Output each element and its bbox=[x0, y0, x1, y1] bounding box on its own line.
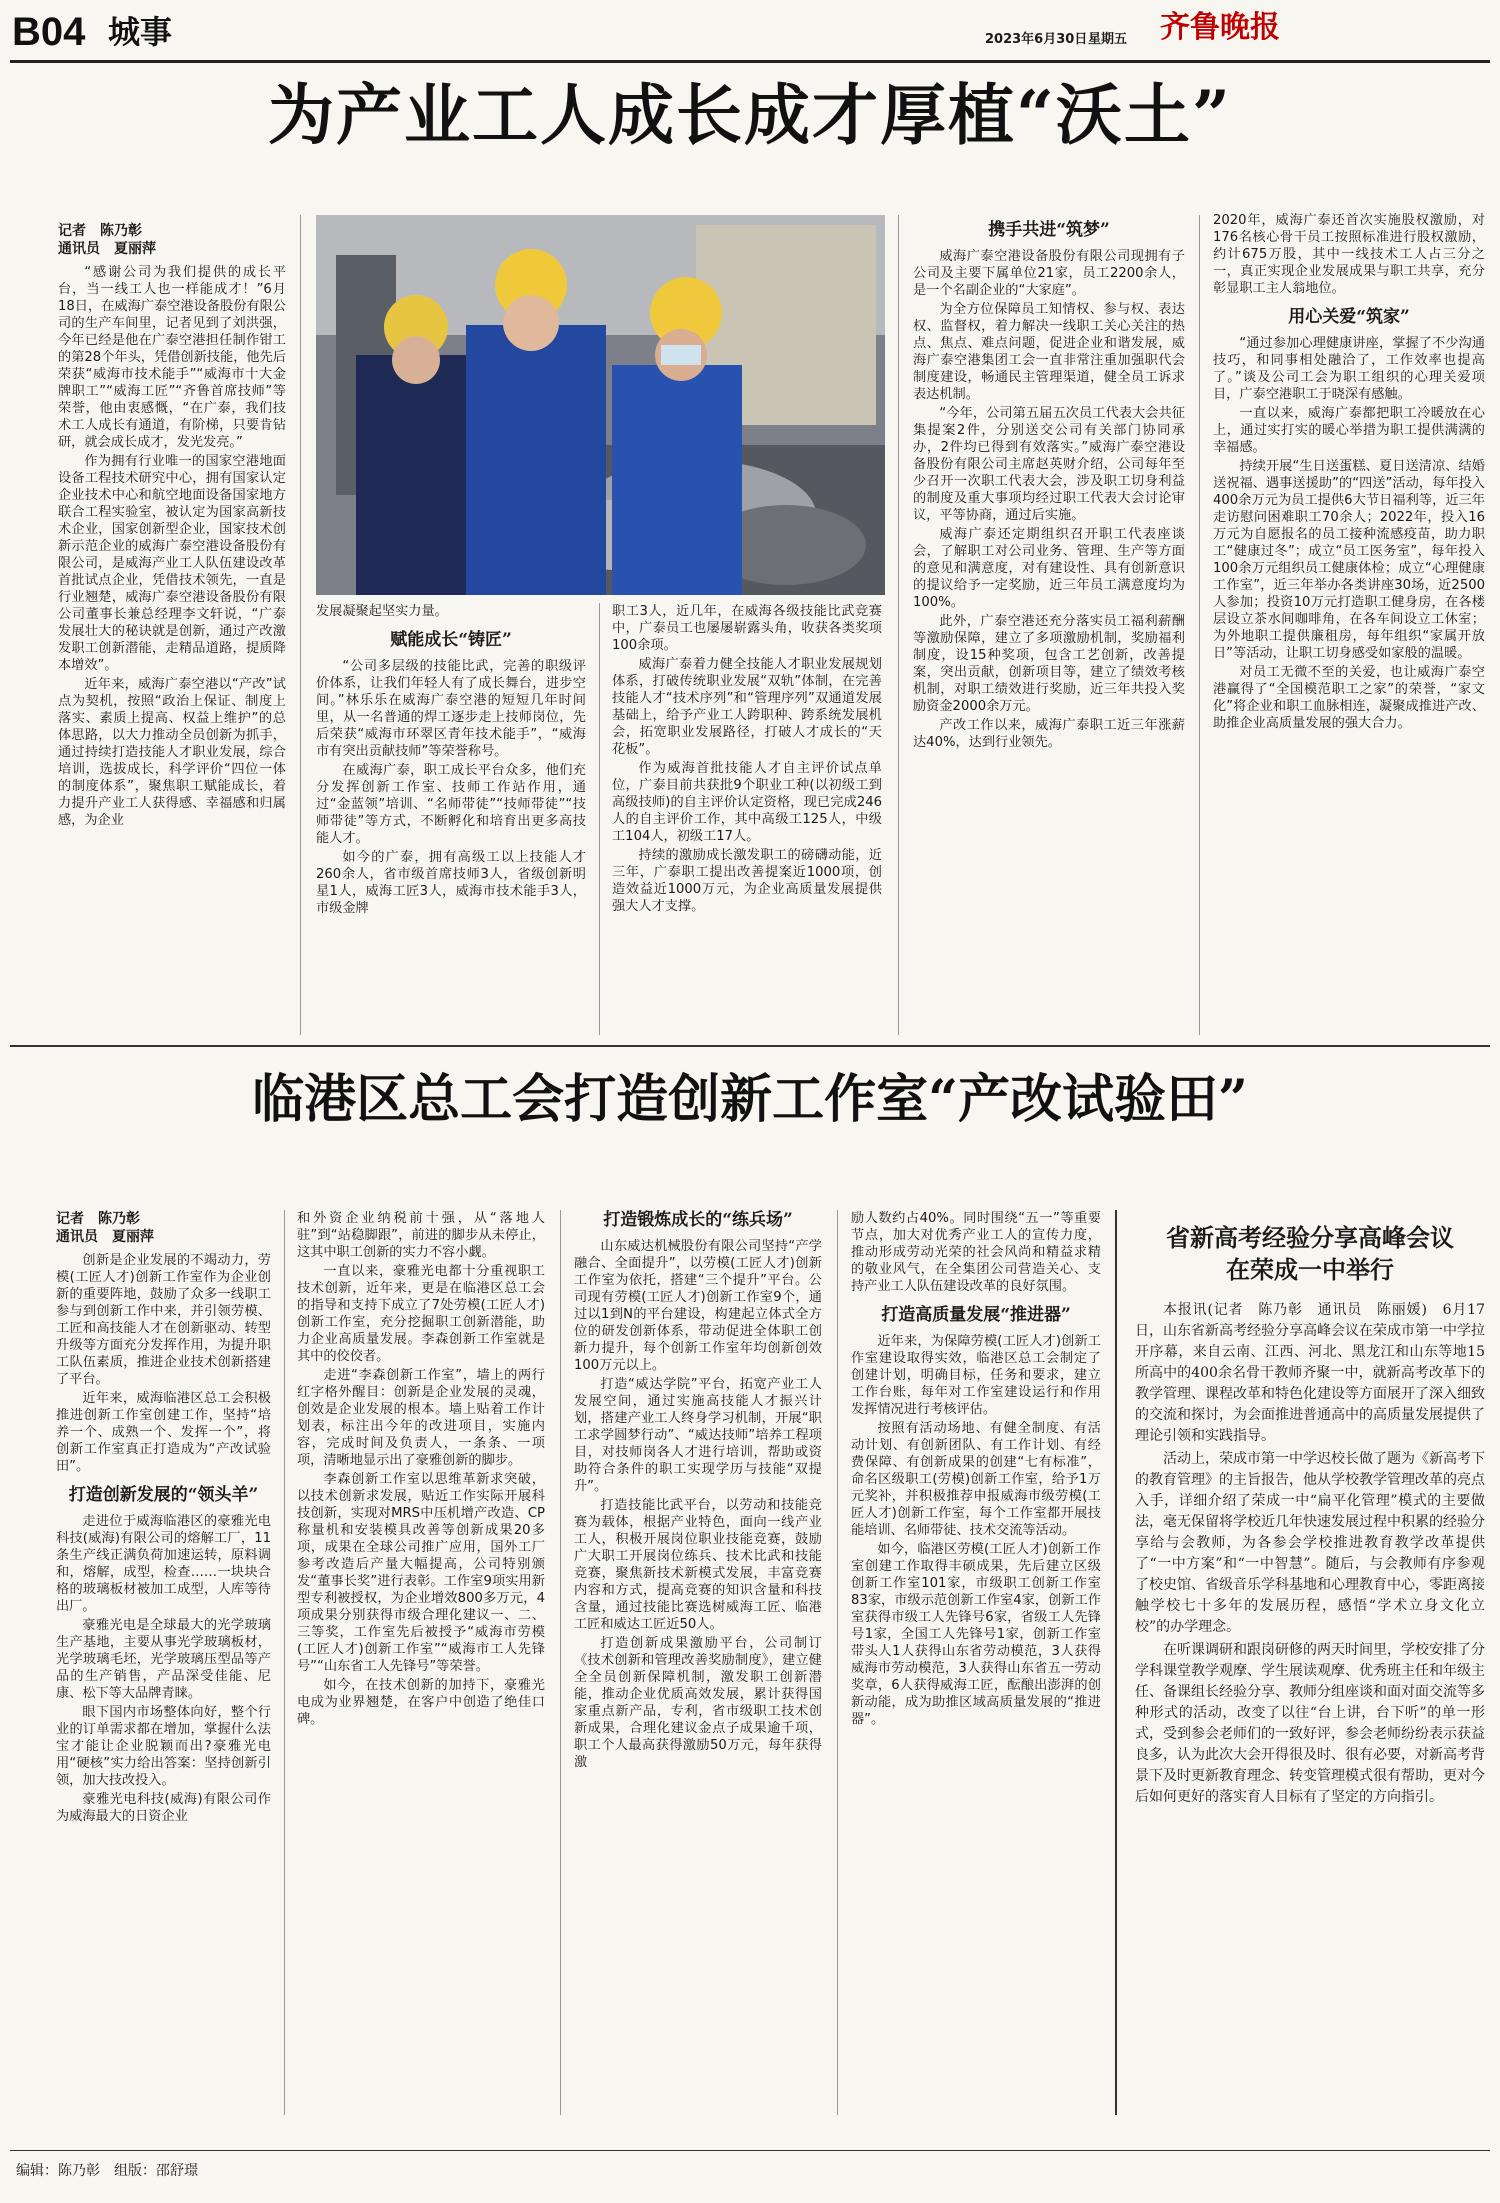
column-rule bbox=[599, 603, 600, 1035]
article2-col1 bbox=[56, 1210, 271, 2115]
paragraph: 职工3人，近几年，在威海各级技能比武竞赛中，广泰员工也屡屡崭露头角，收获各类奖项100余项。 bbox=[612, 604, 882, 653]
article-separator bbox=[10, 1045, 1490, 1047]
column-rule bbox=[300, 215, 301, 1035]
article3-headline: 省新高考经验分享高峰会议在荣成一中举行 bbox=[1166, 1223, 1454, 1284]
article1-col4 bbox=[913, 212, 1185, 1038]
paragraph: 和外资企业纳税前十强，从“落地人驻”到“站稳脚跟”，前进的脚步从未停止，这其中职工创新的实力不容小觑。 bbox=[297, 1211, 545, 1260]
paragraph: 作为威海首批技能人才自主评价试点单位，广泰目前共获批9个职业工种(以初级工到高级技师)的自主评价认定资格，现已完成246人的自主评价工作，其中高级工125人，中级工104人，初级工17人。 bbox=[612, 761, 882, 844]
paragraph: 一直以来，豪雅光电都十分重视职工技术创新，近年来，更是在临港区总工会的指导和支持下成立了7处劳模(工匠人才)创新工作室，充分挖掘职工创新潜能，助力企业高质量发展。李森创新工作室就是其中的佼佼者。 bbox=[297, 1264, 545, 1364]
workshop-photo bbox=[316, 215, 885, 595]
paragraph: 持续开展“生日送蛋糕、夏日送清凉、结婚送祝福、遇事送援助”的“四送”活动，每年投入400余万元为员工提供6大节日福利等，近三年走访慰问困难职工70余人；2022年，投入16万元为自愿报名的员工接种流感疫苗，助力职工“健康过冬”；成立“员工医务室”，每年投入100余万元组织员工健康体检；成立“心理健康工作室”，近三年举办各类讲座30场，近2500人参加；投资10万元打造职工健身房，在各楼层设立茶水间咖啡角，在各车间设立工休室；为外地职工提供廉租房，每年组织“家属开放日”等活动，让职工切身感受如家般的温暖。 bbox=[1213, 459, 1485, 661]
paragraph: 创新是企业发展的不竭动力，劳模(工匠人才)创新工作室作为企业创新的重要阵地，鼓励了众多一线职工参与到创新工作中来，并引领劳模、工匠和高技能人才在创新驱动、转型升级等方面充分发挥作用，为提升职工队伍素质，推进企业技术创新搭建了平台。 bbox=[56, 1253, 271, 1387]
article2-subhead-1: 打造创新发展的“领头羊” bbox=[68, 1485, 259, 1505]
paragraph: 近年来，威海广泰空港以“产改”试点为契机，按照“政治上保证、制度上落实、素质上提高、权益上维护”的总体思路，以大力推动全员创新为抓手，通过持续打造技能人才职业发展，综合培训，选拔成长，科学评价“四位一体的制度体系”，聚焦职工赋能成长，着力提升产业工人获得感、幸福感和归属感，为企业 bbox=[58, 677, 286, 828]
header-rule bbox=[10, 60, 1490, 63]
column-rule bbox=[1115, 1210, 1117, 2115]
article2-reporter: 记者 陈乃彰 bbox=[56, 1211, 140, 1227]
article1-col3 bbox=[612, 603, 882, 1038]
paragraph: “公司多层级的技能比武，完善的职级评价体系，让我们年轻人有了成长舞台，进步空间。”林乐乐在威海广泰空港的短短几年时间里，从一名普通的焊工逐步走上技师岗位，先后荣获“威海市环翠区青年技术能手”，“威海市有突出贡献技师”等荣誉称号。 bbox=[316, 659, 586, 759]
paper-logo: 齐鲁晚报 bbox=[1160, 10, 1280, 45]
paragraph: 对员工无微不至的关爱，也让威海广泰空港赢得了“全国模范职工之家”的荣誉，“家文化”将企业和职工血脉相连，凝聚成推进产改、助推企业高质量发展的强大合力。 bbox=[1213, 665, 1485, 731]
page-number: B04 bbox=[12, 10, 86, 54]
paragraph: 按照有活动场地、有健全制度、有活动计划、有创新团队、有工作计划、有经费保障、有创新成果的创建“七有标准”，命名区级职工(劳模)创新工作室，给予1万元奖补，并积极推荐申报威海市级劳模(工匠人才)创新工作室，每个工作室都开展技能培训、名师带徒、技术交流等活动。 bbox=[851, 1421, 1101, 1538]
paragraph: 打造技能比武平台，以劳动和技能竞赛为载体，根据产业特色，面向一线产业工人，积极开展岗位职业技能竞赛，鼓励广大职工开展岗位练兵、技术比武和技能竞赛，聚焦新技术新模式发展，丰富竞赛内容和方式，提高竞赛的知识含量和科技含量，通过技能比赛选树威海工匠、临港工匠和威达工匠近50人。 bbox=[574, 1498, 822, 1632]
article2-col3 bbox=[574, 1210, 822, 2115]
paragraph: 威海广泰空港设备股份有限公司现拥有子公司及主要下属单位21家，员工2200余人，是一个名副企业的“大家庭”。 bbox=[913, 249, 1185, 298]
paragraph: 在威海广泰，职工成长平台众多，他们充分发挥创新工作室、技师工作站作用，通过“金蓝领”培训、“名师带徒”“技师带徒”“技师带徒”等方式，不断孵化和培育出更多高技能人才。 bbox=[316, 763, 586, 846]
article1-correspondent: 通讯员 夏丽萍 bbox=[58, 241, 156, 257]
paragraph: 打造“威达学院”平台，拓宽产业工人发展空间，通过实施高技能人才振兴计划，搭建产业工人终身学习机制，开展“职工求学圆梦行动”、“威达技师”培养工程项目，对技师岗各人才进行培训，帮助或资助符合条件的职工实现学历与技能“双提升”。 bbox=[574, 1377, 822, 1494]
article1-col5 bbox=[1213, 212, 1485, 1038]
section-name: 城事 bbox=[108, 13, 173, 51]
paragraph: 一直以来，威海广泰都把职工冷暖放在心上，通过实打实的暖心举措为职工提供满满的幸福感。 bbox=[1213, 406, 1485, 455]
paragraph: 如今，在技术创新的加持下，豪雅光电成为业界翘楚，在客户中创造了绝佳口碑。 bbox=[297, 1678, 545, 1727]
paragraph: 近年来，为保障劳模(工匠人才)创新工作室建设取得实效，临港区总工会制定了创建计划，明确目标，任务和要求，建立工作台账，每年对工作室建设运行和作用发挥情况进行考核评估。 bbox=[851, 1334, 1101, 1417]
article2-subhead-2: 打造锻炼成长的“练兵场” bbox=[603, 1210, 793, 1230]
issue-weekday: 星期五 bbox=[1088, 32, 1128, 47]
paragraph: 近年来，威海临港区总工会积极推进创新工作室创建工作，坚持“培养一个、成熟一个、发挥一个”，将创新工作室真正打造成为“产改试验田”。 bbox=[56, 1391, 271, 1474]
article2-subhead-3: 打造高质量发展“推进器” bbox=[881, 1305, 1071, 1325]
article3-box bbox=[1135, 1222, 1485, 2117]
column-rule bbox=[560, 1210, 561, 2115]
article1-col2 bbox=[316, 603, 586, 1038]
paragraph: 产改工作以来，威海广泰职工近三年涨薪达40%，达到行业领先。 bbox=[913, 718, 1185, 750]
paragraph: 打造创新成果激励平台，公司制订《技术创新和管理改善奖励制度》，建立健全全员创新保障机制，激发职工创新潜能，推动企业优质高效发展，累计获得国家重点新产品，专利，省市级职工技术创新成果，合理化建议金点子成果逾千项，职工个人最高获得激励50万元，每年获得激 bbox=[574, 1636, 822, 1770]
paragraph: 为全方位保障员工知情权、参与权、表达权、监督权，着力解决一线职工关心关注的热点、焦点、难点问题，促进企业和谐发展，威海广泰空港集团工会一直非常注重加强职代会制度建设，畅通民主管理渠道，健全员工诉求表达机制。 bbox=[913, 302, 1185, 402]
paragraph: 豪雅光电科技(威海)有限公司作为威海最大的日资企业 bbox=[56, 1792, 271, 1824]
article2-col4 bbox=[851, 1210, 1101, 2115]
paragraph: 豪雅光电是全球最大的光学玻璃生产基地，主要从事光学玻璃板材，光学玻璃毛坯，光学玻璃压型品等产品的生产销售，产品深受佳能、尼康、松下等大品牌青睐。 bbox=[56, 1618, 271, 1701]
paragraph: 在听课调研和跟岗研修的两天时间里，学校安排了分学科课堂教学观摩、学生展读观摩、优秀班主任和年级主任、备课组长经验分享、教师分组座谈和面对面交流等多种形式的活动，改变了以往“台上讲，台下听”的单一形式，受到参会老师们的一致好评，参会老师纷纷表示获益良多，认为此次大会开得很及时、很有必要，对新高考背景下及时更新教育理念、转变管理模式很有帮助，更对今后如何更好的落实育人目标有了坚定的方向指引。 bbox=[1135, 1642, 1485, 1805]
paragraph: “感谢公司为我们提供的成长平台，当一线工人也一样能成才！”6月18日，在威海广泰空港设备股份有限公司的生产车间里，记者见到了刘洪强，今年已经是他在广泰空港担任制作钳工的第28个年头，凭借创新技能，他先后荣获“威海市技术能手”“威海市十大金牌职工”“威海工匠”“齐鲁首席技师”等荣誉，他由衷感慨，“在广泰，我们技术工人成长有通道，有阶梯，只要肯钻研，就会成长成才，发光发亮。” bbox=[58, 265, 286, 450]
column-rule bbox=[837, 1210, 838, 2115]
paragraph: “今年，公司第五届五次员工代表大会共征集提案2件，分别送交公司有关部门协同承办，2件均已得到有效落实。”威海广泰空港设备股份有限公司主席赵英财介绍，公司每年至少召开一次职工代表大会，涉及职工切身利益的制度及重大事项均经过职工代表大会讨论审议，平等协商，通过后实施。 bbox=[913, 406, 1185, 523]
paragraph: 李森创新工作室以思维革新求突破，以技术创新求发展，贴近工作实际开展科技创新，实现对MRS中压机增产改造、CP称量机和安装模具改善等创新成果20多项，成果在全球公司推广应用，国外工厂参考改造后产量大幅提高，公司特别颁发“董事长奖”进行表彰。工作室9项实用新型专利被授权，为企业增效800多万元，4项成果分别获得市级合理化建议一、二、三等奖，工作室先后被授予“威海市劳模(工匠人才)创新工作室”“威海市工人先锋号”“山东省工人先锋号”等荣誉。 bbox=[297, 1472, 545, 1674]
article1-headline: 为产业工人成长成才厚植“沃土” bbox=[268, 76, 1232, 154]
paragraph: 走进位于威海临港区的豪雅光电科技(威海)有限公司的熔解工厂，11条生产线正满负荷加速运转，原料调和，熔解，成型，检查……一块块合格的玻璃板材被加工成型，人库等待出厂。 bbox=[56, 1514, 271, 1614]
column-rule bbox=[1199, 215, 1200, 1035]
paragraph: 威海广泰还定期组织召开职工代表座谈会，了解职工对公司业务、管理、生产等方面的意见和满意度，对有建设性、具有创新意识的提议给予一定奖励，近三年员工满意度均为100%。 bbox=[913, 527, 1185, 610]
article2-correspondent: 通讯员 夏丽萍 bbox=[56, 1229, 154, 1245]
issue-date: 2023年6月30日 bbox=[985, 32, 1088, 47]
paragraph: 2020年，威海广泰还首次实施股权激励，对176名核心骨干员工按照标准进行股权激励，约计675万股，其中一线技术工人占三分之一，真正实现企业发展成果与职工共享，充分彰显职工主人翁地位。 bbox=[1213, 213, 1485, 296]
paragraph: 山东威达机械股份有限公司坚持“产学融合、全面提升”，以劳模(工匠人才)创新工作室为依托，搭建“三个提升”平台。公司现有劳模(工匠人才)创新工作室9个，通过以1到N的平台建设，构建起立体式全方位的研发创新体系，带动促进全体职工创新力提升，每个创新工作室年均创新创效100万元以上。 bbox=[574, 1239, 822, 1373]
workshop-photo-illustration bbox=[316, 215, 885, 595]
footer-editor: 编辑：陈乃彰 组版：邵舒璟 bbox=[16, 2163, 198, 2179]
article1-subhead-3: 用心关爱“筑家” bbox=[1288, 307, 1410, 327]
article1-subhead-1: 赋能成长“铸匠” bbox=[390, 630, 512, 650]
paragraph: 活动上，荣成市第一中学迟校长做了题为《新高考下的教育管理》的主旨报告，他从学校教学管理改革的亮点入手，详细介绍了荣成一中“扁平化管理”模式的主要做法，毫无保留将学校近几年快速发展过程中积累的经验分享给与会教师，为各参会学校推进教育教学改革提供了“一中方案”和“一中智慧”。随后，与会教师有序参观了校史馆、省级音乐学科基地和心理教育中心，零距离接触学校七十多年的发展历程，感悟“学术立身文化立校”的办学理念。 bbox=[1135, 1451, 1485, 1635]
paragraph: 本报讯(记者 陈乃彰 通讯员 陈丽媛) 6月17日，山东省新高考经验分享高峰会议在荣成市第一中学拉开序幕，来自云南、江西、河北、黑龙江和山东等地15所高中的400余名骨干教师齐聚一中，就新高考改革下的教学管理、课程改革和特色化建设等方面展开了深入细致的交流和探讨，为会面推进普通高中的高质量发展提供了理论引领和实践指导。 bbox=[1135, 1302, 1485, 1444]
paragraph: 如今，临港区劳模(工匠人才)创新工作室创建工作取得丰硕成果，先后建立区级创新工作室101家，市级职工创新工作室83家，市级示范创新工作室4家，创新工作室获得市级工人先锋号6家，省级工人先锋号1家，全国工人先锋号1家，创新工作室带头人1人获得山东省劳动模范，3人获得威海市劳动模范，3人获得山东省五一劳动奖章，6人获得威海工匠，酝酿出澎湃的创新动能，成为助推区域高质量发展的“推进器”。 bbox=[851, 1542, 1101, 1727]
paragraph: “通过参加心理健康讲座，掌握了不少沟通技巧，和同事相处融洽了，工作效率也提高了。”谈及公司工会为职工组织的心理关爱项目，广泰空港职工于晓深有感触。 bbox=[1213, 336, 1485, 402]
paragraph: 作为拥有行业唯一的国家空港地面设备工程技术研究中心，拥有国家认定企业技术中心和航空地面设备国家地方联合工程实验室，被认定为国家高新技术企业，国家创新型企业，国家技术创新示范企业的威海广泰空港设备股份有限公司，是威海产业工人队伍建设改革首批试点企业，凭借技术领先，一直是行业翘楚，威海广泰空港设备股份有限公司董事长兼总经理李文轩说，“广泰发展壮大的秘诀就是创新，通过产改激发职工创新潜能，走精品道路，提质降本增效”。 bbox=[58, 454, 286, 673]
column-rule bbox=[898, 215, 899, 1035]
paragraph: 发展凝聚起坚实力量。 bbox=[316, 604, 448, 619]
footer-rule bbox=[10, 2150, 1490, 2151]
article1-subhead-2: 携手共进“筑梦” bbox=[988, 220, 1110, 240]
article2-headline: 临港区总工会打造创新工作室“产改试验田” bbox=[252, 1069, 1248, 1130]
article1-col1 bbox=[58, 222, 286, 828]
paragraph: 持续的激励成长激发职工的磅礴动能，近三年，广泰职工提出改善提案近1000项，创造效益近1000万元，为企业高质量发展提供强大人才支撑。 bbox=[612, 848, 882, 914]
paragraph: 走进“李森创新工作室”，墙上的两行红字格外醒目：创新是企业发展的灵魂，创效是企业发展的根本。墙上贴着工作计划表，标注出今年的改进项目，实施内容，完成时间及负责人，一条条、一项项，清晰地显示出了豪雅创新的脚步。 bbox=[297, 1368, 545, 1468]
article1-reporter: 记者 陈乃彰 bbox=[58, 223, 142, 239]
paragraph: 如今的广泰，拥有高级工以上技能人才260余人，省市级首席技师3人，省级创新明星1人，威海工匠3人，威海市技术能手3人，市级金牌 bbox=[316, 850, 586, 916]
paragraph: 此外，广泰空港还充分落实员工福利薪酬等激励保障，建立了多项激励机制，奖励福利制度，设15种奖项，包含工艺创新，改善提案，突出贡献，创新项目等，建立了绩效考核机制，对职工绩效进行奖励，近三年共投入奖励资金2000余万元。 bbox=[913, 614, 1185, 714]
paragraph: 眼下国内市场整体向好，整个行业的订单需求都在增加，掌握什么法宝才能让企业脱颖而出?豪雅光电用“硬核”实力给出答案：坚持创新引领，加大技改投入。 bbox=[56, 1705, 271, 1788]
paragraph: 威海广泰着力健全技能人才职业发展规划体系，打破传统职业发展“双轨”体制，在完善技能人才“技术序列”和“管理序列”双通道发展基础上，给予产业工人跨职种、跨系统发展机会，拓宽职业发展路径，打破人才成长的“天花板”。 bbox=[612, 657, 882, 757]
article2-col2 bbox=[297, 1210, 545, 2115]
paragraph: 励人数约占40%。同时围绕“五一”等重要节点，加大对优秀产业工人的宣传力度，推动形成劳动光荣的社会风尚和精益求精的敬业风气，在全集团公司营造关心、支持产业工人队伍建设改革的良好氛围。 bbox=[851, 1211, 1101, 1294]
column-rule bbox=[284, 1210, 285, 2115]
